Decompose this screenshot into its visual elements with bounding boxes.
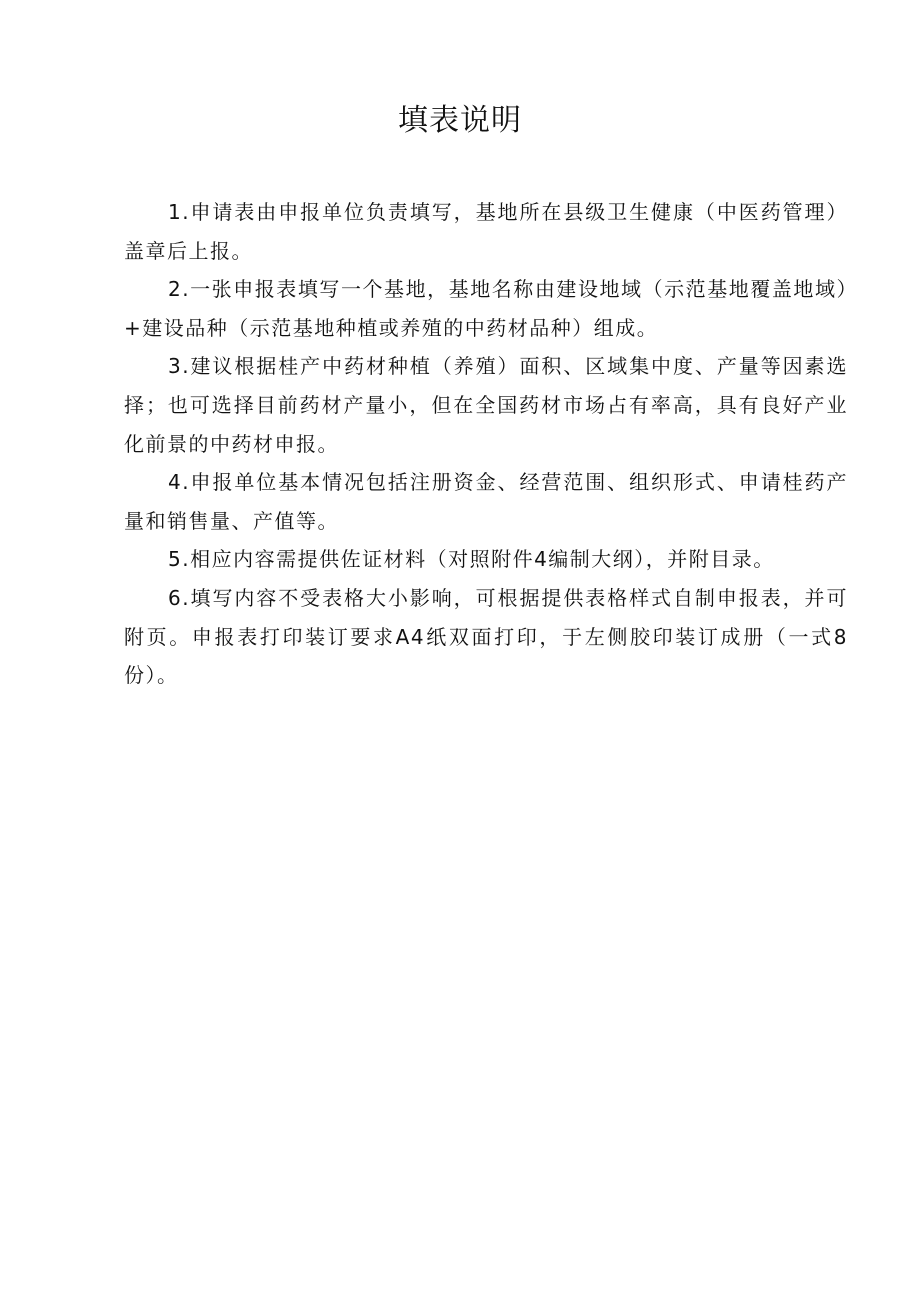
instruction-item-1: 1.申请表由申报单位负责填写，基地所在县级卫生健康（中医药管理）盖章后上报。 <box>124 200 848 263</box>
instruction-item-3: 3.建议根据桂产中药材种植（养殖）面积、区域集中度、产量等因素选择；也可选择目前药材产量小，但在全国药材市场占有率高，具有良好产业化前景的中药材申报。 <box>124 354 848 456</box>
instruction-item-6: 6.填写内容不受表格大小影响，可根据提供表格样式自制申报表，并可附页。申报表打印装订要求A4纸双面打印，于左侧胶印装订成册（一式8份）。 <box>124 585 848 688</box>
instruction-item-4: 4.申报单位基本情况包括注册资金、经营范围、组织形式、申请桂药产量和销售量、产值等。 <box>124 470 848 533</box>
instruction-item-5: 5.相应内容需提供佐证材料（对照附件4编制大纲），并附目录。 <box>168 547 775 572</box>
instruction-item-2: 2.一张申报表填写一个基地，基地名称由建设地域（示范基地覆盖地域）+建设品种（示范基地种植或养殖的中药材品种）组成。 <box>124 277 848 340</box>
page-title: 填表说明 <box>398 103 522 138</box>
instructions-list <box>124 193 848 695</box>
